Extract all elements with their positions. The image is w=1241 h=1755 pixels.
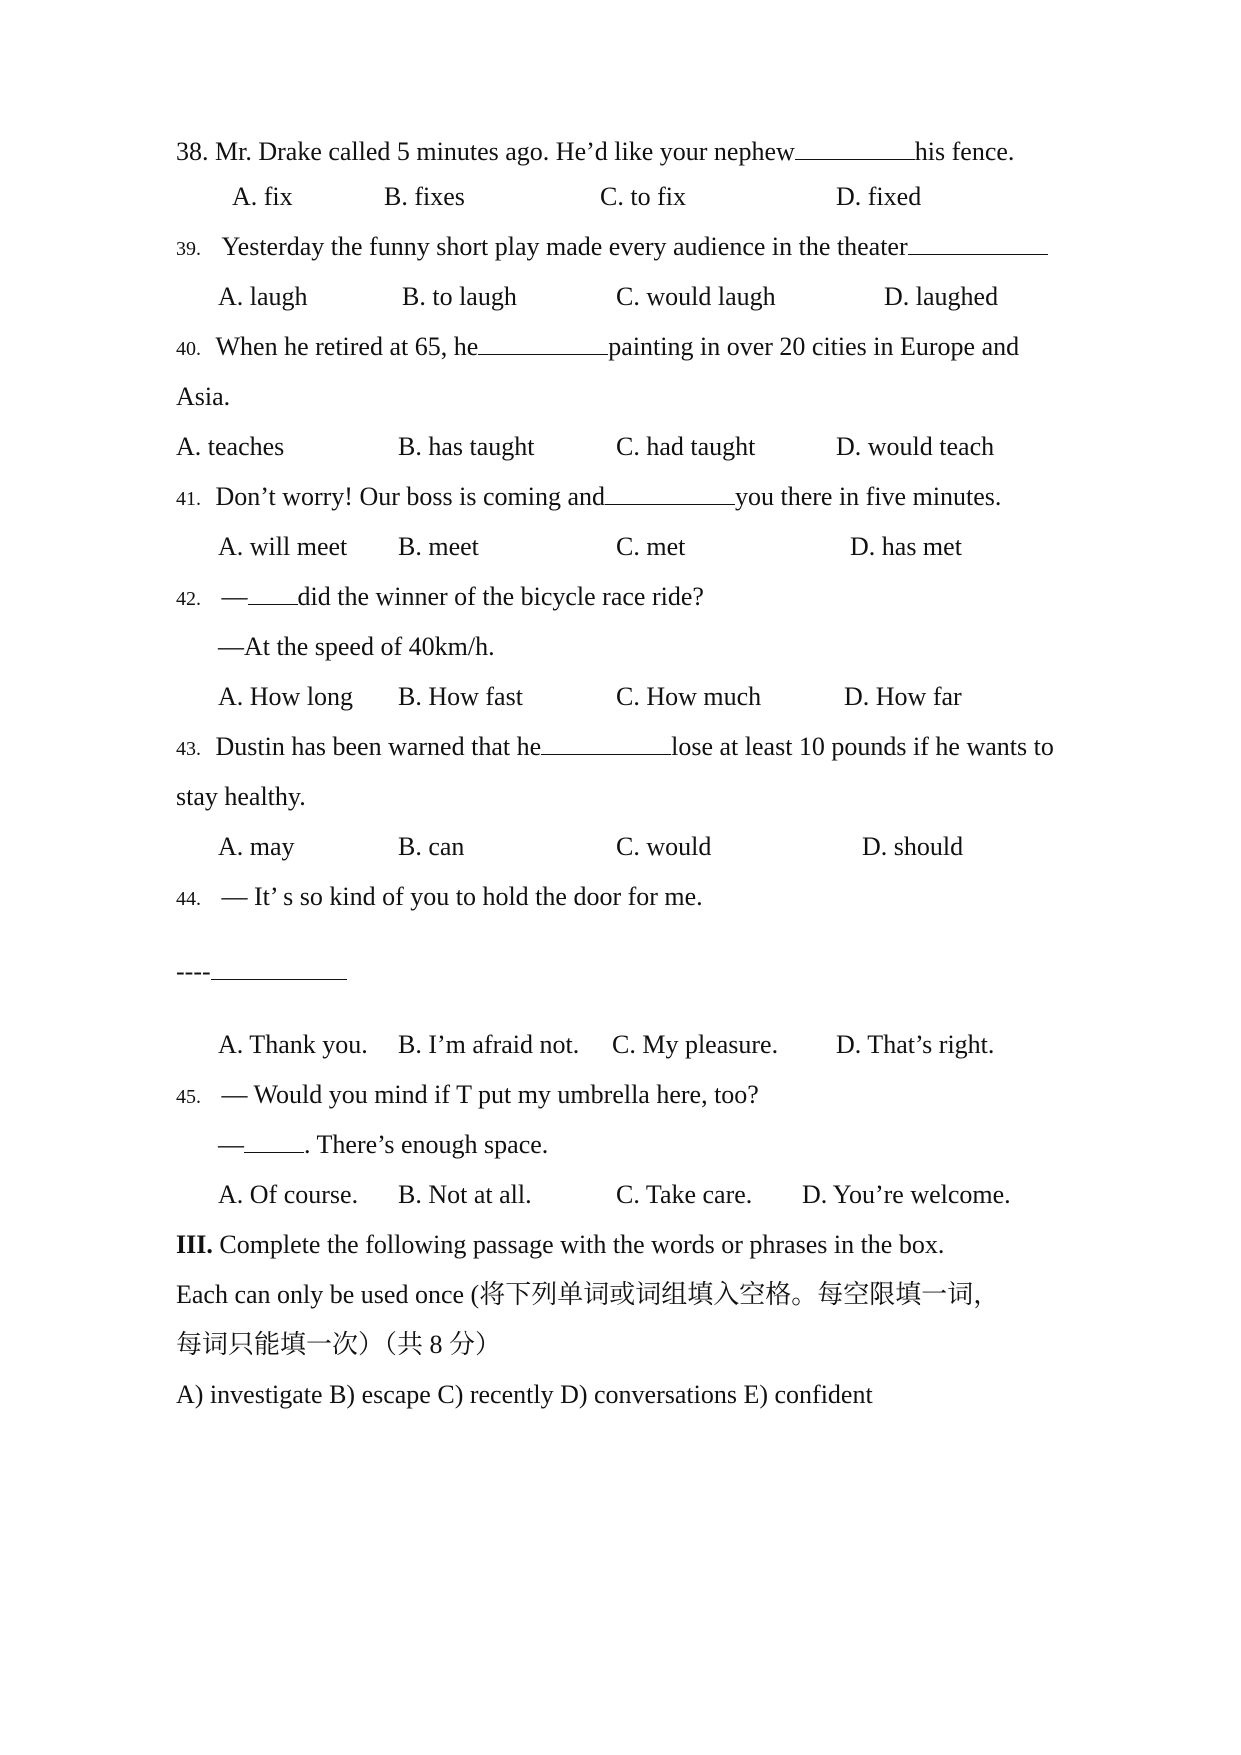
dialogue-reply: —At the speed of 40km/h. bbox=[218, 632, 495, 661]
option-a[interactable]: A. fix bbox=[232, 182, 293, 211]
question-44 bbox=[176, 880, 703, 916]
option-c[interactable]: C. met bbox=[616, 532, 686, 561]
question-number: 39. bbox=[176, 238, 201, 260]
question-text: Dustin has been warned that he bbox=[215, 732, 542, 761]
question-38 bbox=[176, 135, 1014, 169]
option-c[interactable]: C. How much bbox=[616, 682, 762, 711]
option-a[interactable]: A. Of course. bbox=[218, 1180, 359, 1209]
reply-dashes: ---- bbox=[176, 957, 211, 986]
question-number: 43. bbox=[176, 738, 201, 760]
option-d[interactable]: D. That’s right. bbox=[836, 1030, 995, 1059]
option-d[interactable]: D. fixed bbox=[836, 182, 922, 211]
option-c[interactable]: C. had taught bbox=[616, 432, 756, 461]
option-c[interactable]: C. would laugh bbox=[616, 282, 776, 311]
question-43 bbox=[176, 730, 1054, 766]
question-40 bbox=[176, 330, 1019, 366]
dialogue-reply bbox=[218, 1128, 548, 1162]
option-d[interactable]: D. has met bbox=[850, 532, 962, 561]
answer-blank[interactable] bbox=[795, 135, 915, 160]
option-a[interactable]: A. laugh bbox=[218, 282, 308, 311]
option-a[interactable]: A. may bbox=[218, 832, 295, 861]
question-text-end: lose at least 10 pounds if he wants to bbox=[671, 732, 1054, 761]
question-number: 41. bbox=[176, 488, 201, 510]
section-label: III. bbox=[176, 1230, 213, 1259]
question-45 bbox=[176, 1078, 759, 1114]
section-3-instruction-line2: Each can only be used once (将下列单词或词组填入空格。每空限填一词， bbox=[176, 1280, 1000, 1309]
question-number: 42. bbox=[176, 588, 201, 610]
question-text: When he retired at 65, he bbox=[215, 332, 479, 361]
word-bank: A) investigate B) escape C) recently D) conversations E) confident bbox=[176, 1380, 873, 1409]
option-b[interactable]: B. How fast bbox=[398, 682, 523, 711]
option-d[interactable]: D. How far bbox=[844, 682, 962, 711]
answer-blank[interactable] bbox=[248, 580, 298, 605]
question-41 bbox=[176, 480, 1001, 516]
answer-blank[interactable] bbox=[244, 1128, 304, 1153]
option-b[interactable]: B. can bbox=[398, 832, 465, 861]
option-c[interactable]: C. Take care. bbox=[616, 1180, 753, 1209]
option-d[interactable]: D. would teach bbox=[836, 432, 995, 461]
answer-blank[interactable] bbox=[541, 730, 671, 755]
option-d[interactable]: D. You’re welcome. bbox=[802, 1180, 1011, 1209]
section-instruction: Complete the following passage with the words or phrases in the box. bbox=[212, 1230, 945, 1259]
question-text: — Would you mind if T put my umbrella here, too? bbox=[221, 1080, 759, 1109]
dialogue-dash: — bbox=[221, 582, 248, 611]
question-text-end: his fence. bbox=[914, 137, 1015, 166]
answer-blank[interactable] bbox=[908, 230, 1048, 255]
option-b[interactable]: B. fixes bbox=[384, 182, 465, 211]
option-a[interactable]: A. teaches bbox=[176, 432, 285, 461]
question-text: Yesterday the funny short play made every audience in the theater bbox=[221, 232, 908, 261]
question-42 bbox=[176, 580, 704, 616]
question-text-end: you there in five minutes. bbox=[734, 482, 1002, 511]
reply-dash: — bbox=[218, 1130, 244, 1159]
dialogue-reply bbox=[176, 955, 347, 989]
option-b[interactable]: B. Not at all. bbox=[398, 1180, 532, 1209]
option-c[interactable]: C. My pleasure. bbox=[612, 1030, 779, 1059]
option-d[interactable]: D. laughed bbox=[884, 282, 999, 311]
reply-text: . There’s enough space. bbox=[304, 1130, 549, 1159]
option-a[interactable]: A. will meet bbox=[218, 532, 348, 561]
option-c[interactable]: C. to fix bbox=[600, 182, 686, 211]
option-d[interactable]: D. should bbox=[862, 832, 964, 861]
answer-blank[interactable] bbox=[211, 955, 347, 980]
question-number: 38. bbox=[176, 137, 209, 166]
answer-blank[interactable] bbox=[605, 480, 735, 505]
question-text: Don’t worry! Our boss is coming and bbox=[215, 482, 605, 511]
question-number: 45. bbox=[176, 1086, 201, 1108]
section-3-heading bbox=[176, 1228, 944, 1262]
question-text: — It’ s so kind of you to hold the door for me. bbox=[221, 882, 703, 911]
question-43-continued: stay healthy. bbox=[176, 782, 306, 811]
option-a[interactable]: A. How long bbox=[218, 682, 354, 711]
option-c[interactable]: C. would bbox=[616, 832, 712, 861]
answer-blank[interactable] bbox=[478, 330, 608, 355]
option-b[interactable]: B. has taught bbox=[398, 432, 535, 461]
question-number: 44. bbox=[176, 888, 201, 910]
option-a[interactable]: A. Thank you. bbox=[218, 1030, 368, 1059]
question-number: 40. bbox=[176, 338, 201, 360]
option-b[interactable]: B. meet bbox=[398, 532, 479, 561]
option-b[interactable]: B. to laugh bbox=[402, 282, 517, 311]
question-text-end: painting in over 20 cities in Europe and bbox=[608, 332, 1020, 361]
option-b[interactable]: B. I’m afraid not. bbox=[398, 1030, 580, 1059]
question-text: Mr. Drake called 5 minutes ago. He’d like your nephew bbox=[215, 137, 795, 166]
question-40-continued: Asia. bbox=[176, 382, 231, 411]
question-text: did the winner of the bicycle race ride? bbox=[297, 582, 704, 611]
question-39 bbox=[176, 230, 1048, 266]
section-3-instruction-line3: 每词只能填一次）（共 8 分） bbox=[176, 1330, 502, 1359]
